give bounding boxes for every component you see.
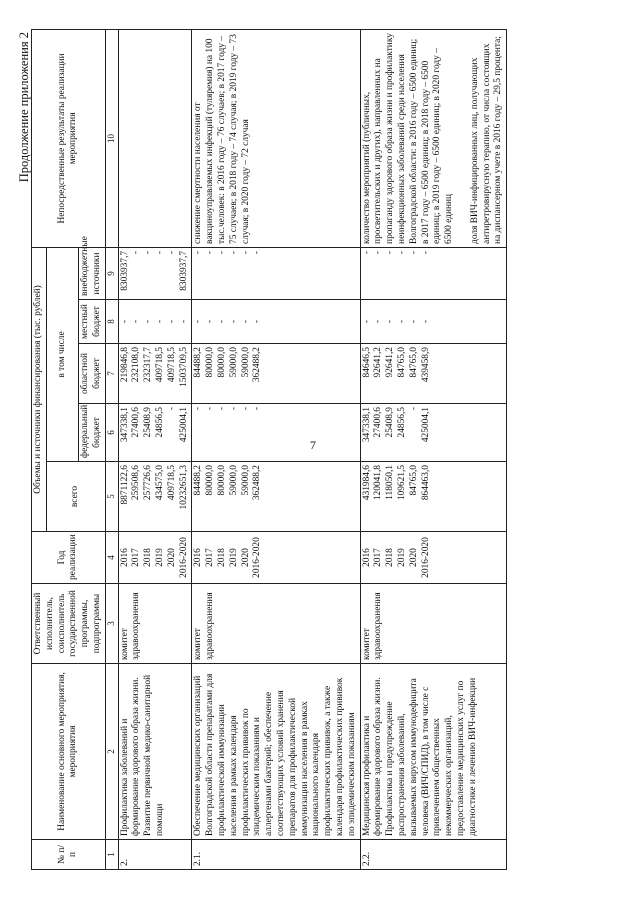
- extra-cell-value: -: [240, 250, 251, 255]
- federal-cell-value: -: [216, 407, 227, 411]
- local-cell-value: -: [408, 319, 419, 324]
- responsible-executor: комитет здравоохранения: [118, 584, 192, 664]
- local-cell-value: -: [385, 319, 396, 324]
- extra-cell-value: -: [143, 250, 154, 255]
- result-text: [360, 29, 507, 247]
- extra-cell: [118, 247, 192, 299]
- col-index: 6: [105, 404, 118, 462]
- federal-cell-value: 347338,1: [119, 407, 130, 443]
- regional-cell-value: 409718,5: [166, 347, 177, 383]
- extra-cell-value: -: [154, 250, 165, 255]
- local-cell-value: -: [154, 319, 165, 324]
- extra-cell: [192, 247, 360, 299]
- col-index: 1: [105, 840, 118, 870]
- header-name: Наименование основного мероприятия, мероприятия: [32, 664, 106, 840]
- extra-cell-value: -: [205, 250, 216, 255]
- years-cell-value: 2018: [385, 548, 396, 567]
- row-number: 2.2.: [360, 840, 507, 870]
- regional-cell-value: 409718,5: [154, 347, 165, 383]
- local-cell-value: -: [216, 319, 227, 324]
- regional-cell-value: 219846,8: [119, 347, 130, 383]
- extra-cell-value: -: [193, 250, 204, 255]
- total-cell-value: 362488,2: [252, 465, 263, 501]
- row-number: 2.: [118, 840, 192, 870]
- responsible-executor: комитет здравоохранения: [360, 584, 507, 664]
- header-regional: областной бюджет: [79, 344, 106, 404]
- federal-cell-value: 425004,1: [420, 407, 431, 443]
- local-cell-value: -: [143, 319, 154, 324]
- years-cell-value: 2016-2020: [178, 537, 189, 578]
- years-cell-value: 2016-2020: [252, 537, 263, 578]
- regional-cell: [192, 344, 360, 404]
- local-cell-value: -: [193, 319, 204, 324]
- years-cell-value: 2020: [166, 548, 177, 567]
- result-text-1: количество мероприятий (публичных, просветительских и других), направленных на пропаганду здорового образа жизни и профилактику неинфекционных заболеваний среди населения Волгоградской области: в 2016 году – 6500 единиц; в 2017 году – 6500 единиц; в 2018 году – 6500 единиц; в 2019 году – 6500 единиц; в 2020 году – 6500 единиц: [361, 33, 455, 244]
- extra-cell-value: -: [420, 250, 431, 255]
- federal-cell-value: 24856,5: [396, 407, 407, 438]
- local-cell: [360, 300, 507, 344]
- regional-cell-value: 1503709,5: [178, 347, 189, 387]
- result-text: [118, 29, 192, 247]
- col-index: 8: [105, 300, 118, 344]
- col-index: 7: [105, 344, 118, 404]
- federal-cell-value: 25408,9: [143, 407, 154, 438]
- measure-name: Профилактика заболеваний и формирование здорового образа жизни. Развитие первичной медико-санитарной помощи: [118, 664, 192, 840]
- total-cell-value: 59000,0: [240, 465, 251, 496]
- federal-cell-value: 27400,6: [373, 407, 384, 438]
- total-cell-value: 109621,5: [396, 465, 407, 501]
- total-cell-value: 8871122,6: [119, 465, 130, 505]
- total-cell-value: 434575,0: [154, 465, 165, 501]
- local-cell-value: -: [240, 319, 251, 324]
- regional-cell-value: 92641,2: [385, 347, 396, 378]
- rotated-page: [17, 30, 625, 870]
- years-cell-value: 2020: [240, 548, 251, 567]
- federal-cell-value: 25408,9: [385, 407, 396, 438]
- federal-cell-value: -: [252, 407, 263, 411]
- extra-cell-value: 8303937,7: [119, 250, 130, 291]
- local-cell-value: -: [178, 319, 189, 324]
- extra-cell-value: -: [361, 250, 372, 255]
- years-cell-value: 2017: [373, 548, 384, 567]
- federal-cell-value: 425004,1: [178, 407, 189, 443]
- local-cell-value: -: [420, 319, 431, 324]
- years-cell-value: 2019: [154, 548, 165, 567]
- col-index: 10: [105, 29, 118, 247]
- col-index: 2: [105, 664, 118, 840]
- header-results: Непосредственные результаты реализации мероприятия: [32, 29, 106, 247]
- years-cell-value: 2019: [396, 548, 407, 567]
- regional-cell-value: 59000,0: [228, 347, 239, 378]
- regional-cell-value: 84488,2: [193, 347, 204, 378]
- header-federal: федеральный бюджет: [79, 404, 106, 462]
- total-cell-value: 118050,1: [385, 465, 396, 500]
- extra-cell-value: -: [252, 250, 263, 255]
- total-cell-value: 864463,0: [420, 465, 431, 501]
- years-cell-value: 2017: [205, 548, 216, 567]
- program-table: [31, 29, 507, 870]
- federal-cell: [118, 404, 192, 462]
- total-cell-value: 431984,6: [361, 465, 372, 501]
- years-cell-value: 2018: [216, 548, 227, 567]
- federal-cell-value: 24856,5: [154, 407, 165, 438]
- total-cell-value: 80000,0: [216, 465, 227, 496]
- regional-cell-value: 84765,0: [408, 347, 419, 378]
- years-cell-value: 2020: [408, 548, 419, 567]
- measure-name: Обеспечение медицинских организаций Волгоградской области препаратами для профилактической иммунизации населения в рамках календаря профилактических прививок по эпидемическим показаниям и аллергенами бактерий; обеспечение соответствующих условий хранения препаратов для профилактической иммунизации населения в рамках национального календаря профилактических прививок, а также календаря профилактических прививок по эпидемическим показаниям: [192, 664, 360, 840]
- table-row: [118, 29, 192, 869]
- federal-cell: [360, 404, 507, 462]
- header-total: всего: [46, 462, 105, 532]
- regional-cell: [360, 344, 507, 404]
- years-cell-value: 2016-2020: [420, 537, 431, 578]
- extra-cell-value: -: [216, 250, 227, 255]
- col-index: 9: [105, 247, 118, 299]
- responsible-executor: комитет здравоохранения: [192, 584, 360, 664]
- total-cell-value: 257726,6: [143, 465, 154, 501]
- federal-cell-value: -: [408, 407, 419, 411]
- result-text: снижение смертности населения от вакциноуправляемых инфекций (туляремия) на 100 тыс.человек: в 2016 году – 76 случаев; в 2017 году – 75 случаев; в 2018 году – 74 случая; в 2019 году – 73 случая; в 2020 году – 72 случая: [192, 29, 360, 247]
- extra-cell: [360, 247, 507, 299]
- regional-cell-value: 439458,9: [420, 347, 431, 383]
- federal-cell-value: 347338,1: [361, 407, 372, 443]
- regional-cell-value: 362488,2: [252, 347, 263, 383]
- regional-cell-value: 232317,7: [143, 347, 154, 383]
- years-cell: [360, 532, 507, 584]
- extra-cell-value: 8303937,7: [178, 250, 189, 291]
- local-cell-value: -: [373, 319, 384, 324]
- total-cell-value: 409718,5: [166, 465, 177, 501]
- total-cell: [360, 462, 507, 532]
- years-cell-value: 2016: [193, 548, 204, 567]
- regional-cell-value: 92641,2: [373, 347, 384, 378]
- header-incl: в том числе: [46, 247, 78, 461]
- regional-cell-value: 84646,5: [361, 347, 372, 378]
- regional-cell-value: 232108,0: [131, 347, 142, 383]
- federal-cell-value: 27400,6: [131, 407, 142, 438]
- header-year: Год реализации: [32, 532, 106, 584]
- years-cell-value: 2017: [131, 548, 142, 567]
- years-cell-value: 2016: [119, 548, 130, 567]
- local-cell-value: -: [166, 319, 177, 324]
- col-index: 4: [105, 532, 118, 584]
- years-cell: [192, 532, 360, 584]
- years-cell: [118, 532, 192, 584]
- continuation-label: Продолжение приложения 2: [17, 32, 31, 183]
- local-cell-value: -: [361, 319, 372, 324]
- total-cell-value: 59000,0: [228, 465, 239, 496]
- local-cell-value: -: [228, 319, 239, 324]
- federal-cell-value: -: [228, 407, 239, 411]
- local-cell: [192, 300, 360, 344]
- total-cell-value: 84765,0: [408, 465, 419, 496]
- header-extra: внебюджетные источники: [79, 247, 106, 299]
- regional-cell-value: 80000,0: [205, 347, 216, 378]
- local-cell: [118, 300, 192, 344]
- measure-name: Медицинская профилактика и формирование здорового образа жизни. Профилактика и предупреждение распространения заболеваний, вызываемых вирусом иммунодефицита человека (ВИЧ/СПИД), в том числе с привлечением общественных некоммерческих организаций, предоставление медицинских услуг по диагностике и лечению ВИЧ-инфекции: [360, 664, 507, 840]
- years-cell-value: 2016: [361, 548, 372, 567]
- regional-cell: [118, 344, 192, 404]
- federal-cell-value: -: [240, 407, 251, 411]
- local-cell-value: -: [396, 319, 407, 324]
- years-cell-value: 2019: [228, 548, 239, 567]
- total-cell-value: 10232651,3: [178, 465, 189, 510]
- col-index: 3: [105, 584, 118, 664]
- federal-cell-value: -: [205, 407, 216, 411]
- extra-cell-value: -: [396, 250, 407, 255]
- table-row: [360, 29, 507, 869]
- header-num: № п/п: [32, 840, 106, 870]
- total-cell-value: 120041,8: [373, 465, 384, 501]
- total-cell-value: 84488,2: [193, 465, 204, 496]
- total-cell: [192, 462, 360, 532]
- federal-cell-value: -: [193, 407, 204, 411]
- extra-cell-value: -: [408, 250, 419, 255]
- regional-cell-value: 59000,0: [240, 347, 251, 378]
- extra-cell-value: -: [228, 250, 239, 255]
- local-cell-value: -: [205, 319, 216, 324]
- page-number: 7: [310, 438, 316, 452]
- extra-cell-value: -: [385, 250, 396, 255]
- local-cell-value: -: [252, 319, 263, 324]
- extra-cell-value: -: [373, 250, 384, 255]
- local-cell-value: -: [131, 319, 142, 324]
- regional-cell-value: 84765,0: [396, 347, 407, 378]
- federal-cell-value: -: [166, 407, 177, 411]
- extra-cell-value: -: [166, 250, 177, 255]
- total-cell-value: 80000,0: [205, 465, 216, 496]
- result-text-2: доля ВИЧ-инфицированных лиц, получающих антиретровирусную терапию, от числа состоящих на диспансерном учете в 2016 году – 29,5 процента;: [469, 36, 504, 244]
- header-finance: Объемы и источники финансирования (тыс. рублей): [32, 247, 47, 531]
- total-cell: [118, 462, 192, 532]
- extra-cell-value: -: [131, 250, 142, 255]
- federal-cell: [192, 404, 360, 462]
- total-cell-value: 259508,6: [131, 465, 142, 501]
- col-index: 5: [105, 462, 118, 532]
- header-responsible: Ответственный исполнитель, соисполнитель государственной программы, подпрограммы: [32, 584, 106, 664]
- local-cell-value: -: [119, 319, 130, 324]
- years-cell-value: 2018: [143, 548, 154, 567]
- table-row: [192, 29, 360, 869]
- regional-cell-value: 80000,0: [216, 347, 227, 378]
- row-number: 2.1.: [192, 840, 360, 870]
- header-local: местный бюджет: [79, 300, 106, 344]
